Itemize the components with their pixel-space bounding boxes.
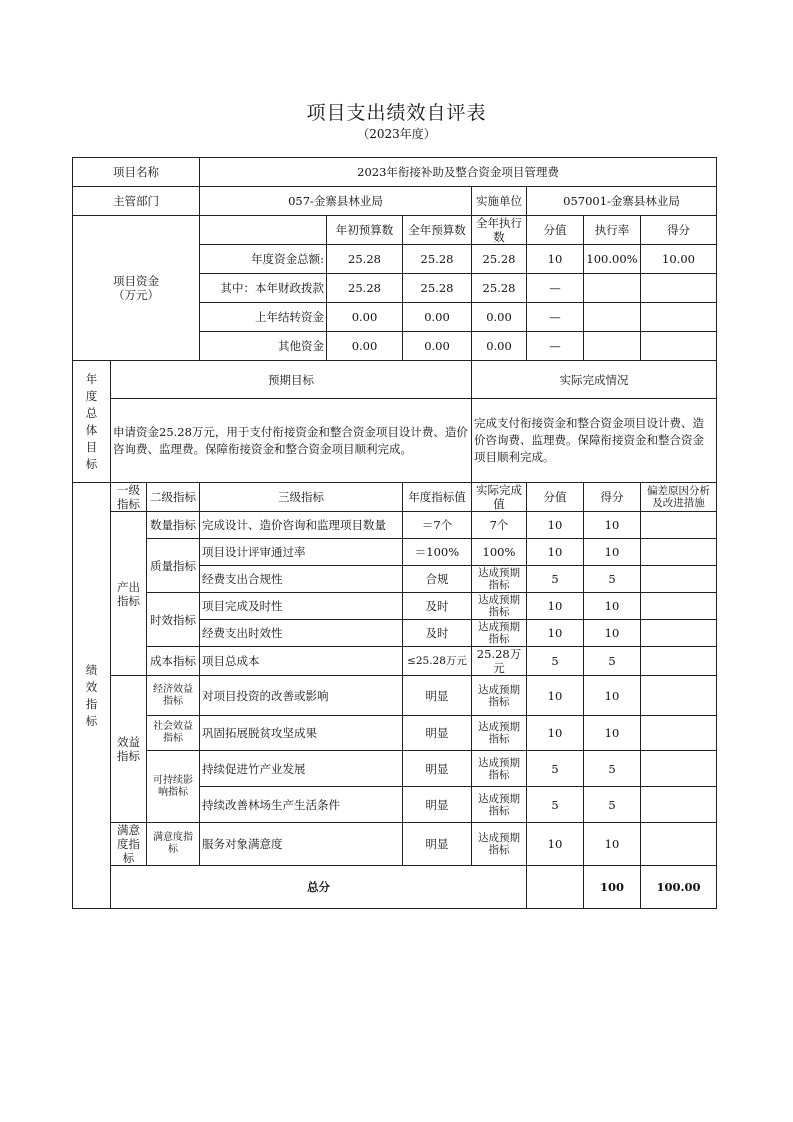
funds-executed: 0.00 — [472, 303, 527, 332]
timeliness-indicator-label: 时效指标 — [147, 593, 200, 647]
indicator-deviation — [641, 620, 717, 647]
indicator-score: 5 — [584, 647, 641, 676]
page-subtitle: （2023年度） — [357, 127, 436, 141]
indicator-score-value: 10 — [527, 823, 584, 866]
indicator-target: ≤25.28万元 — [403, 647, 472, 676]
indicator-score-value: 10 — [527, 593, 584, 620]
indicator-row — [73, 823, 717, 866]
indicator-level3: 项目设计评审通过率 — [200, 539, 403, 566]
indicator-target: 及时 — [403, 593, 472, 620]
indicator-actual: 达成预期指标 — [472, 676, 527, 716]
indicator-actual: 7个 — [472, 512, 527, 539]
indicator-level3: 完成设计、造价咨询和监理项目数量 — [200, 512, 403, 539]
funds-executed: 25.28 — [472, 274, 527, 303]
funds-score: 10.00 — [641, 245, 717, 274]
indicator-actual: 达成预期指标 — [472, 620, 527, 647]
indicator-level3: 服务对象满意度 — [200, 823, 403, 866]
funds-label: 项目资金 （万元） — [73, 216, 200, 361]
indicator-target: 明显 — [403, 751, 472, 787]
funds-rate: 100.00% — [584, 245, 641, 274]
indicator-score: 10 — [584, 620, 641, 647]
funds-rate — [584, 303, 641, 332]
quantity-indicator-label: 数量指标 — [147, 512, 200, 539]
evaluation-table — [72, 157, 717, 909]
indicator-score-value: 10 — [527, 539, 584, 566]
funds-header: 执行率 — [584, 216, 641, 245]
indicators-side-label: 绩 效 指 标 — [73, 483, 111, 909]
funds-initial: 0.00 — [327, 332, 403, 361]
funds-header: 得分 — [641, 216, 717, 245]
funds-annual: 0.00 — [403, 332, 472, 361]
funds-score-value: — — [527, 332, 584, 361]
funds-score — [641, 332, 717, 361]
score-value-header: 分值 — [527, 483, 584, 512]
indicator-row — [73, 647, 717, 676]
indicator-row — [73, 539, 717, 566]
indicator-score-value: 10 — [527, 620, 584, 647]
quality-indicator-label: 质量指标 — [147, 539, 200, 593]
cost-indicator-label: 成本指标 — [147, 647, 200, 676]
total-score-value: 100 — [584, 866, 641, 909]
funds-header: 分值 — [527, 216, 584, 245]
page-title: 项目支出绩效自评表 — [306, 102, 487, 124]
indicator-level3: 经费支出时效性 — [200, 620, 403, 647]
level3-header: 三级指标 — [200, 483, 403, 512]
total-row — [73, 866, 717, 909]
funds-initial: 25.28 — [327, 245, 403, 274]
benefit-indicators-label: 效益 指标 — [111, 676, 147, 823]
indicator-score: 10 — [584, 676, 641, 716]
indicator-row — [73, 751, 717, 787]
indicator-score: 5 — [584, 566, 641, 593]
indicator-level3: 经费支出合规性 — [200, 566, 403, 593]
indicator-target: 明显 — [403, 716, 472, 751]
indicator-actual: 100% — [472, 539, 527, 566]
funds-executed: 0.00 — [472, 332, 527, 361]
indicator-level3: 持续促进竹产业发展 — [200, 751, 403, 787]
funds-row-label: 年度资金总额: — [200, 245, 327, 274]
funds-row-label: 其他资金 — [200, 332, 327, 361]
indicator-score-value: 5 — [527, 647, 584, 676]
indicator-actual: 达成预期指标 — [472, 716, 527, 751]
indicator-target: ＝7个 — [403, 512, 472, 539]
indicator-score: 5 — [584, 787, 641, 823]
indicator-actual: 达成预期指标 — [472, 823, 527, 866]
indicator-actual: 25.28万元 — [472, 647, 527, 676]
actual-completion-header: 实际完成情况 — [472, 361, 717, 399]
indicator-score: 10 — [584, 823, 641, 866]
indicator-target: 明显 — [403, 787, 472, 823]
project-name-row — [73, 158, 717, 187]
indicator-deviation — [641, 647, 717, 676]
satisfaction-indicators-label: 满意 度指 标 — [111, 823, 147, 866]
actual-completion-text: 完成支付衔接资金和整合资金项目设计费、造价咨询费、监理费。保障衔接资金和整合资金项目顺利完成。 — [472, 399, 717, 483]
funds-row-label: 上年结转资金 — [200, 303, 327, 332]
funds-header: 全年预算数 — [403, 216, 472, 245]
indicator-target: 合规 — [403, 566, 472, 593]
score-header: 得分 — [584, 483, 641, 512]
social-benefit-label: 社会效益 指标 — [147, 716, 200, 751]
funds-score — [641, 274, 717, 303]
funds-score-value: 10 — [527, 245, 584, 274]
department-row — [73, 187, 717, 216]
indicator-target: 明显 — [403, 676, 472, 716]
indicator-score-value: 5 — [527, 751, 584, 787]
indicator-row — [73, 676, 717, 716]
indicator-score: 10 — [584, 716, 641, 751]
indicator-level3: 项目总成本 — [200, 647, 403, 676]
indicator-target: ＝100% — [403, 539, 472, 566]
indicator-level3: 项目完成及时性 — [200, 593, 403, 620]
funds-score-value: — — [527, 303, 584, 332]
deviation-header: 偏差原因分析 及改进措施 — [641, 483, 717, 512]
indicator-score: 10 — [584, 539, 641, 566]
indicator-level3: 对项目投资的改善或影响 — [200, 676, 403, 716]
output-indicators-label: 产出 指标 — [111, 512, 147, 676]
project-name-value: 2023年衔接补助及整合资金项目管理费 — [200, 158, 717, 187]
funds-executed: 25.28 — [472, 245, 527, 274]
implementing-unit-label: 实施单位 — [472, 187, 527, 216]
goals-header-row — [73, 361, 717, 399]
funds-header: 全年执行数 — [472, 216, 527, 245]
total-blank — [527, 866, 584, 909]
actual-header: 实际完成值 — [472, 483, 527, 512]
funds-score — [641, 303, 717, 332]
sustainability-label: 可持续影 响指标 — [147, 751, 200, 823]
indicator-deviation — [641, 751, 717, 787]
indicators-header-row — [73, 483, 717, 512]
goals-content-row — [73, 399, 717, 483]
department-value: 057-金寨县林业局 — [200, 187, 472, 216]
indicator-actual: 达成预期指标 — [472, 751, 527, 787]
indicator-actual: 达成预期指标 — [472, 787, 527, 823]
expected-goal-text: 申请资金25.28万元，用于支付衔接资金和整合资金项目设计费、造价咨询费、监理费。保障衔接资金和整合资金项目顺利完成。 — [111, 399, 472, 483]
indicator-score: 10 — [584, 512, 641, 539]
funds-annual: 0.00 — [403, 303, 472, 332]
funds-header: 年初预算数 — [327, 216, 403, 245]
indicator-score: 5 — [584, 751, 641, 787]
indicator-target: 明显 — [403, 823, 472, 866]
funds-initial: 0.00 — [327, 303, 403, 332]
indicator-score: 10 — [584, 593, 641, 620]
funds-header-row — [73, 216, 717, 245]
implementing-unit-value: 057001-金寨县林业局 — [527, 187, 717, 216]
indicator-deviation — [641, 512, 717, 539]
indicator-deviation — [641, 787, 717, 823]
indicator-level3: 巩固拓展脱贫攻坚成果 — [200, 716, 403, 751]
economic-benefit-label: 经济效益 指标 — [147, 676, 200, 716]
indicator-target: 及时 — [403, 620, 472, 647]
satisfaction-sub-label: 满意度指 标 — [147, 823, 200, 866]
indicator-deviation — [641, 716, 717, 751]
indicator-deviation — [641, 539, 717, 566]
target-header: 年度指标值 — [403, 483, 472, 512]
total-label: 总分 — [111, 866, 527, 909]
project-name-label: 项目名称 — [73, 158, 200, 187]
indicator-actual: 达成预期指标 — [472, 593, 527, 620]
indicator-deviation — [641, 823, 717, 866]
indicator-score-value: 5 — [527, 566, 584, 593]
indicator-deviation — [641, 676, 717, 716]
funds-rate — [584, 274, 641, 303]
indicator-score-value: 5 — [527, 787, 584, 823]
level1-header: 一级 指标 — [111, 483, 147, 512]
funds-annual: 25.28 — [403, 274, 472, 303]
indicator-score-value: 10 — [527, 512, 584, 539]
indicator-deviation — [641, 593, 717, 620]
indicator-row — [73, 716, 717, 751]
department-label: 主管部门 — [73, 187, 200, 216]
indicator-row — [73, 512, 717, 539]
indicator-actual: 达成预期指标 — [472, 566, 527, 593]
indicator-deviation — [641, 566, 717, 593]
indicator-score-value: 10 — [527, 676, 584, 716]
indicator-level3: 持续改善林场生产生活条件 — [200, 787, 403, 823]
funds-rate — [584, 332, 641, 361]
indicator-row — [73, 593, 717, 620]
indicator-score-value: 10 — [527, 716, 584, 751]
funds-row-label: 其中：本年财政拨款 — [200, 274, 327, 303]
funds-initial: 25.28 — [327, 274, 403, 303]
funds-annual: 25.28 — [403, 245, 472, 274]
level2-header: 二级指标 — [147, 483, 200, 512]
funds-score-value: — — [527, 274, 584, 303]
goals-side-label: 年 度 总 体 目 标 — [73, 361, 111, 483]
expected-goal-header: 预期目标 — [111, 361, 472, 399]
total-score: 100.00 — [641, 866, 717, 909]
funds-header-blank — [200, 216, 327, 245]
